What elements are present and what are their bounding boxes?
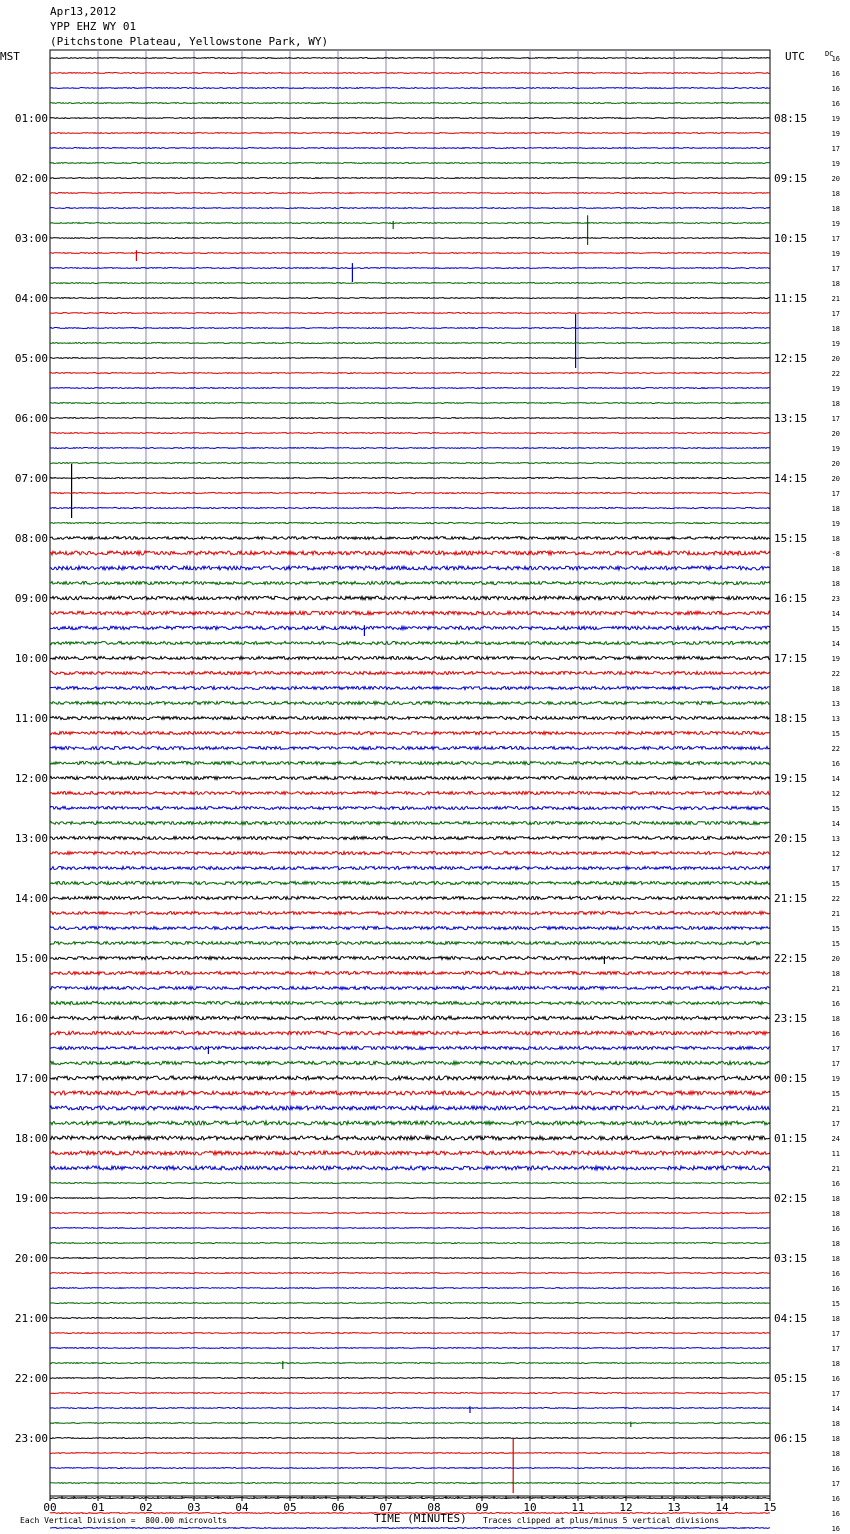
trace-line	[50, 731, 770, 734]
dc-offset-label: 16	[831, 70, 840, 78]
trace-line	[50, 193, 770, 194]
trace-line	[50, 1136, 770, 1140]
trace-line	[50, 1001, 770, 1004]
trace-line	[50, 58, 770, 59]
dc-offset-label: 15	[831, 805, 840, 813]
x-tick-label: 08	[427, 1501, 441, 1514]
dc-offset-label: 16	[831, 55, 840, 63]
dc-offset-label: 14	[831, 820, 840, 828]
trace-line	[50, 881, 770, 884]
dc-offset-label: 12	[831, 850, 840, 858]
trace-line	[50, 836, 770, 839]
mst-hour-label: 05:00	[14, 352, 48, 365]
trace-line	[50, 1213, 770, 1214]
trace-line	[50, 1183, 770, 1184]
trace-line	[50, 522, 770, 523]
dc-offset-label: 14	[831, 610, 840, 618]
trace-line	[50, 596, 770, 600]
x-tick-label: 06	[331, 1501, 345, 1514]
trace-line	[50, 328, 770, 329]
utc-hour-label: 22:15	[774, 952, 808, 965]
utc-hour-label: 20:15	[774, 832, 808, 845]
trace-line	[50, 1228, 770, 1229]
trace-line	[50, 298, 770, 299]
dc-offset-label: 16	[831, 1495, 840, 1503]
dc-offset-label: 20	[831, 355, 840, 363]
dc-offset-label: 16	[831, 1285, 840, 1293]
station-location: (Pitchstone Plateau, Yellowstone Park, WY)	[50, 35, 329, 48]
mst-hour-label: 10:00	[14, 652, 48, 665]
trace-line	[50, 148, 770, 149]
trace-line	[50, 581, 770, 584]
trace-line	[50, 1378, 770, 1379]
dc-offset-label: 19	[831, 340, 840, 348]
trace-line	[50, 1288, 770, 1289]
plot-date: Apr13,2012	[50, 5, 117, 18]
trace-line	[50, 1453, 770, 1454]
dc-offset-label: 20	[831, 955, 840, 963]
trace-line	[50, 941, 770, 944]
dc-offset-label: 18	[831, 580, 840, 588]
trace-line	[50, 223, 770, 224]
x-tick-label: 10	[523, 1501, 537, 1514]
x-tick-label: 03	[187, 1501, 201, 1514]
x-tick-label: 12	[619, 1501, 633, 1514]
mst-hour-label: 22:00	[14, 1372, 48, 1385]
trace-line	[50, 986, 770, 989]
mst-hour-label: 15:00	[14, 952, 48, 965]
mst-hour-label: 09:00	[14, 592, 48, 605]
dc-offset-label: 19	[831, 160, 840, 168]
trace-line	[50, 537, 770, 540]
trace-line	[50, 477, 770, 478]
x-tick-label: 14	[715, 1501, 729, 1514]
trace-line	[50, 492, 770, 493]
dc-offset-label: 16	[831, 1465, 840, 1473]
footer-scale-note: Each Vertical Division = 800.00 microvolts	[20, 1516, 228, 1525]
dc-offset-label: 17	[831, 1330, 840, 1338]
trace-line	[50, 566, 770, 570]
trace-line	[50, 866, 770, 869]
trace-line	[50, 1076, 770, 1080]
utc-hour-label: 09:15	[774, 172, 808, 185]
dc-offset-label: 18	[831, 325, 840, 333]
trace-line	[50, 418, 770, 419]
trace-line	[50, 343, 770, 344]
dc-offset-label: 15	[831, 880, 840, 888]
trace-line	[50, 911, 770, 914]
trace-line	[50, 448, 770, 449]
dc-offset-label: 22	[831, 895, 840, 903]
dc-offset-label: 16	[831, 85, 840, 93]
trace-line	[50, 1166, 770, 1170]
dc-offset-label: 21	[831, 910, 840, 918]
dc-offset-label: 15	[831, 1090, 840, 1098]
dc-offset-label: 11	[831, 1150, 840, 1158]
dc-offset-label: 18	[831, 1240, 840, 1248]
dc-offset-label: 16	[831, 1375, 840, 1383]
dc-offset-label: -8	[831, 550, 840, 558]
dc-offset-label: 16	[831, 1000, 840, 1008]
utc-hour-label: 11:15	[774, 292, 808, 305]
dc-column-label: DC	[825, 50, 834, 58]
dc-offset-label: 15	[831, 1300, 840, 1308]
dc-offset-label: 18	[831, 970, 840, 978]
mst-hour-label: 04:00	[14, 292, 48, 305]
trace-line	[50, 208, 770, 209]
trace-line	[50, 1031, 770, 1035]
dc-offset-label: 17	[831, 310, 840, 318]
dc-offset-label: 17	[831, 1060, 840, 1068]
mst-hour-label: 08:00	[14, 532, 48, 545]
trace-line	[50, 268, 770, 269]
trace-line	[50, 1468, 770, 1469]
trace-line	[50, 1046, 770, 1049]
utc-hour-label: 14:15	[774, 472, 808, 485]
dc-offset-label: 19	[831, 445, 840, 453]
trace-line	[50, 1483, 770, 1484]
utc-hour-label: 00:15	[774, 1072, 808, 1085]
trace-line	[50, 1106, 770, 1110]
dc-offset-label: 21	[831, 985, 840, 993]
trace-line	[50, 1348, 770, 1349]
dc-offset-label: 21	[831, 1165, 840, 1173]
dc-offset-label: 16	[831, 760, 840, 768]
plot-frame	[50, 50, 770, 1496]
dc-offset-label: 18	[831, 1255, 840, 1263]
trace-line	[50, 433, 770, 434]
dc-offset-label: 20	[831, 175, 840, 183]
trace-line	[50, 163, 770, 164]
trace-line	[50, 388, 770, 389]
x-tick-label: 13	[667, 1501, 681, 1514]
mst-hour-label: 12:00	[14, 772, 48, 785]
trace-line	[50, 1243, 770, 1244]
trace-line	[50, 1061, 770, 1065]
dc-offset-label: 16	[831, 1180, 840, 1188]
mst-hour-label: 23:00	[14, 1432, 48, 1445]
trace-line	[50, 821, 770, 824]
utc-hour-label: 23:15	[774, 1012, 808, 1025]
trace-line	[50, 1016, 770, 1020]
trace-line	[50, 701, 770, 704]
dc-offset-label: 19	[831, 220, 840, 228]
dc-offset-label: 17	[831, 490, 840, 498]
trace-line	[50, 791, 770, 794]
dc-offset-label: 19	[831, 520, 840, 528]
x-tick-label: 09	[475, 1501, 489, 1514]
trace-line	[50, 1198, 770, 1199]
dc-offset-label: 16	[831, 1510, 840, 1518]
x-axis-title: TIME (MINUTES)	[374, 1512, 467, 1525]
dc-offset-label: 13	[831, 700, 840, 708]
utc-hour-label: 17:15	[774, 652, 808, 665]
dc-offset-label: 13	[831, 715, 840, 723]
dc-offset-label: 19	[831, 115, 840, 123]
utc-hour-label: 02:15	[774, 1192, 808, 1205]
utc-axis-label: UTC	[785, 50, 805, 63]
mst-hour-label: 16:00	[14, 1012, 48, 1025]
utc-hour-label: 03:15	[774, 1252, 808, 1265]
dc-offset-label: 18	[831, 205, 840, 213]
trace-line	[50, 656, 770, 659]
trace-line	[50, 1318, 770, 1319]
dc-offset-label: 18	[831, 1435, 840, 1443]
trace-line	[50, 358, 770, 359]
x-tick-label: 02	[139, 1501, 153, 1514]
dc-offset-label: 17	[831, 1345, 840, 1353]
footer-clip-note: Traces clipped at plus/minus 5 vertical divisions	[483, 1516, 720, 1525]
dc-offset-label: 20	[831, 475, 840, 483]
trace-line	[50, 1303, 770, 1304]
dc-offset-label: 18	[831, 1015, 840, 1023]
trace-line	[50, 776, 770, 779]
mst-hour-label: 13:00	[14, 832, 48, 845]
dc-offset-label: 22	[831, 745, 840, 753]
trace-line	[50, 956, 770, 959]
dc-offset-label: 22	[831, 370, 840, 378]
trace-line	[50, 1438, 770, 1439]
dc-offset-label: 12	[831, 790, 840, 798]
trace-line	[50, 896, 770, 899]
trace-line	[50, 971, 770, 974]
trace-line	[50, 238, 770, 239]
utc-hour-label: 16:15	[774, 592, 808, 605]
trace-line	[50, 507, 770, 508]
dc-offset-label: 17	[831, 865, 840, 873]
dc-offset-label: 16	[831, 100, 840, 108]
dc-offset-label: 18	[831, 1195, 840, 1203]
dc-offset-label: 18	[831, 1360, 840, 1368]
trace-line	[50, 926, 770, 929]
utc-hour-label: 19:15	[774, 772, 808, 785]
dc-offset-label: 18	[831, 280, 840, 288]
dc-offset-label: 19	[831, 250, 840, 258]
dc-offset-label: 17	[831, 415, 840, 423]
dc-offset-label: 16	[831, 1270, 840, 1278]
dc-offset-label: 20	[831, 460, 840, 468]
dc-offset-label: 18	[831, 1450, 840, 1458]
mst-hour-label: 21:00	[14, 1312, 48, 1325]
trace-line	[50, 1091, 770, 1095]
dc-offset-label: 17	[831, 1045, 840, 1053]
mst-hour-label: 14:00	[14, 892, 48, 905]
dc-offset-label: 17	[831, 235, 840, 243]
utc-hour-label: 15:15	[774, 532, 808, 545]
dc-offset-label: 17	[831, 265, 840, 273]
dc-offset-label: 17	[831, 1120, 840, 1128]
dc-offset-label: 16	[831, 1030, 840, 1038]
utc-hour-label: 13:15	[774, 412, 808, 425]
dc-offset-label: 19	[831, 130, 840, 138]
dc-offset-label: 17	[831, 1480, 840, 1488]
x-tick-label: 07	[379, 1501, 393, 1514]
utc-hour-label: 08:15	[774, 112, 808, 125]
dc-offset-label: 16	[831, 1525, 840, 1533]
trace-line	[50, 1333, 770, 1334]
trace-line	[50, 671, 770, 674]
trace-line	[50, 403, 770, 404]
dc-offset-label: 21	[831, 1105, 840, 1113]
dc-offset-label: 18	[831, 1315, 840, 1323]
x-tick-label: 04	[235, 1501, 249, 1514]
dc-offset-label: 19	[831, 385, 840, 393]
dc-offset-label: 18	[831, 535, 840, 543]
trace-line	[50, 1258, 770, 1259]
x-tick-label: 11	[571, 1501, 585, 1514]
trace-line	[50, 1408, 770, 1409]
trace-line	[50, 1151, 770, 1155]
mst-hour-label: 20:00	[14, 1252, 48, 1265]
trace-line	[50, 1121, 770, 1125]
trace-line	[50, 73, 770, 74]
trace-line	[50, 626, 770, 630]
trace-line	[50, 313, 770, 314]
utc-hour-label: 04:15	[774, 1312, 808, 1325]
dc-offset-label: 17	[831, 145, 840, 153]
trace-line	[50, 373, 770, 374]
trace-line	[50, 641, 770, 644]
trace-line	[50, 463, 770, 464]
dc-offset-label: 14	[831, 640, 840, 648]
dc-offset-label: 15	[831, 940, 840, 948]
mst-hour-label: 06:00	[14, 412, 48, 425]
trace-line	[50, 806, 770, 809]
trace-line	[50, 716, 770, 719]
dc-offset-label: 19	[831, 1075, 840, 1083]
utc-hour-label: 01:15	[774, 1132, 808, 1145]
dc-offset-label: 23	[831, 595, 840, 603]
mst-hour-label: 07:00	[14, 472, 48, 485]
trace-line	[50, 851, 770, 854]
dc-offset-label: 14	[831, 1405, 840, 1413]
utc-hour-label: 10:15	[774, 232, 808, 245]
trace-line	[50, 611, 770, 615]
dc-offset-label: 18	[831, 1210, 840, 1218]
trace-line	[50, 761, 770, 764]
dc-offset-label: 18	[831, 400, 840, 408]
mst-hour-label: 18:00	[14, 1132, 48, 1145]
trace-line	[50, 88, 770, 89]
utc-hour-label: 06:15	[774, 1432, 808, 1445]
trace-line	[50, 746, 770, 749]
utc-hour-label: 18:15	[774, 712, 808, 725]
mst-hour-label: 19:00	[14, 1192, 48, 1205]
utc-hour-label: 05:15	[774, 1372, 808, 1385]
dc-offset-label: 18	[831, 685, 840, 693]
trace-line	[50, 103, 770, 104]
dc-offset-label: 16	[831, 1225, 840, 1233]
trace-line	[50, 178, 770, 179]
x-tick-label: 01	[91, 1501, 105, 1514]
trace-line	[50, 1393, 770, 1394]
dc-offset-label: 19	[831, 655, 840, 663]
mst-hour-label: 02:00	[14, 172, 48, 185]
dc-offset-label: 21	[831, 295, 840, 303]
x-tick-label: 05	[283, 1501, 297, 1514]
dc-offset-label: 17	[831, 1390, 840, 1398]
dc-offset-label: 18	[831, 505, 840, 513]
dc-offset-label: 20	[831, 430, 840, 438]
x-tick-label: 00	[43, 1501, 57, 1514]
trace-line	[50, 551, 770, 555]
dc-offset-label: 15	[831, 625, 840, 633]
trace-line	[50, 1423, 770, 1424]
mst-axis-label: MST	[0, 50, 20, 63]
utc-hour-label: 12:15	[774, 352, 808, 365]
dc-offset-label: 18	[831, 1420, 840, 1428]
dc-offset-label: 22	[831, 670, 840, 678]
trace-line	[50, 686, 770, 689]
dc-offset-label: 15	[831, 925, 840, 933]
trace-line	[50, 253, 770, 254]
mst-hour-label: 01:00	[14, 112, 48, 125]
trace-line	[50, 1273, 770, 1274]
x-tick-label: 15	[763, 1501, 777, 1514]
utc-hour-label: 21:15	[774, 892, 808, 905]
dc-offset-label: 18	[831, 190, 840, 198]
station-code: YPP EHZ WY 01	[50, 20, 137, 33]
dc-offset-label: 18	[831, 565, 840, 573]
dc-offset-label: 24	[831, 1135, 840, 1143]
dc-offset-label: 13	[831, 835, 840, 843]
trace-line	[50, 1363, 770, 1364]
trace-line	[50, 283, 770, 284]
mst-hour-label: 03:00	[14, 232, 48, 245]
trace-line	[50, 133, 770, 134]
mst-hour-label: 11:00	[14, 712, 48, 725]
dc-offset-label: 15	[831, 730, 840, 738]
mst-hour-label: 17:00	[14, 1072, 48, 1085]
dc-offset-label: 14	[831, 775, 840, 783]
trace-line	[50, 1528, 770, 1529]
trace-line	[50, 118, 770, 119]
